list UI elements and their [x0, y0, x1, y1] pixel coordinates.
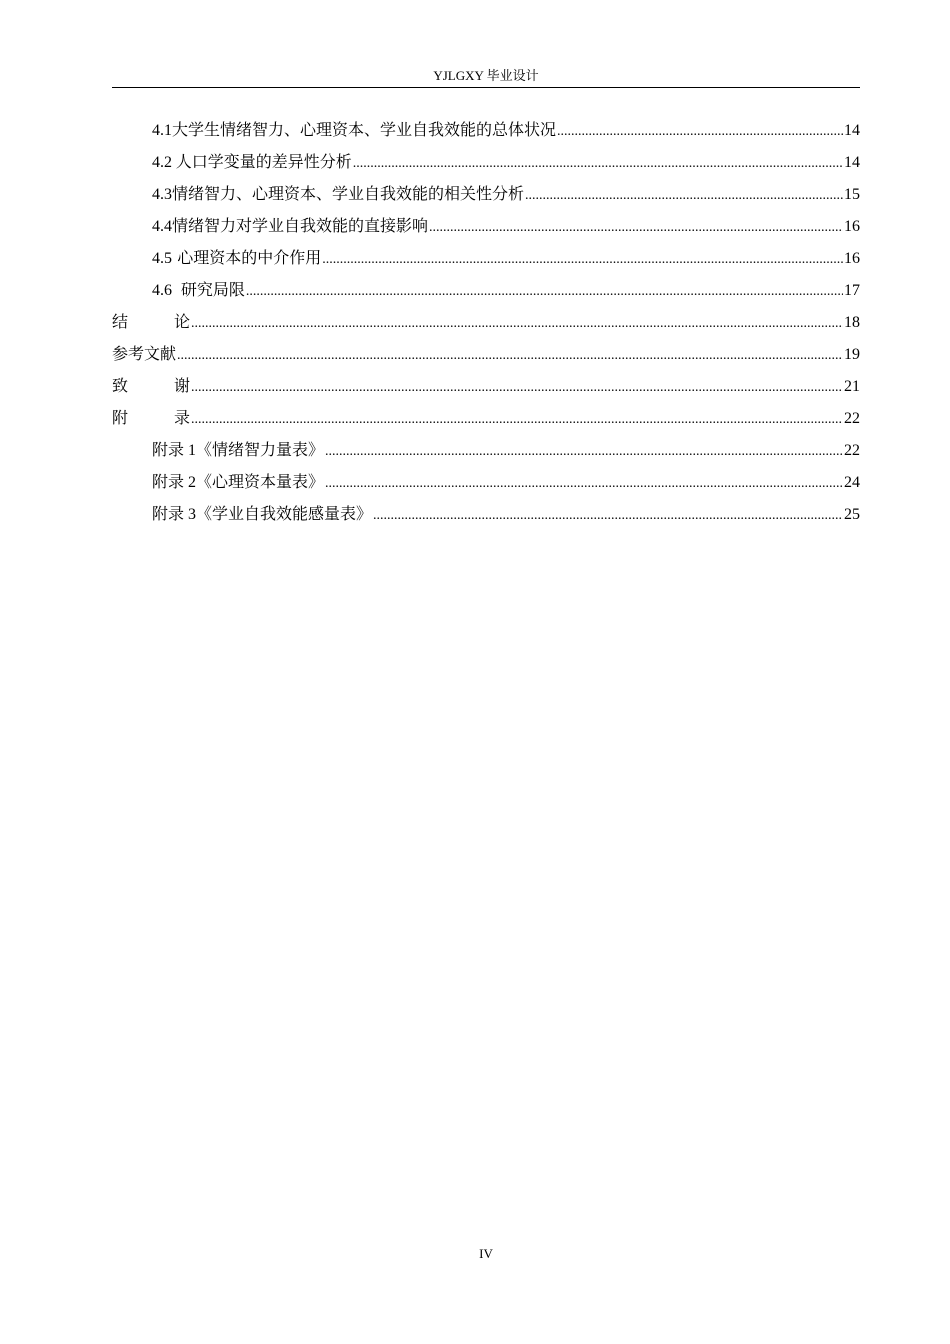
- toc-leader-dots: [373, 501, 843, 530]
- toc-entry-conclusion[interactable]: [112, 309, 860, 341]
- toc-entry-label: 大学生情绪智力、心理资本、学业自我效能的总体状况: [172, 122, 557, 139]
- toc-entry-number: 4.4: [152, 218, 172, 235]
- toc-entry-number: 4.1: [152, 122, 172, 139]
- toc-entry-4-4[interactable]: [112, 213, 860, 245]
- toc-entry-appendix-1[interactable]: [112, 437, 860, 469]
- toc-entry-4-1[interactable]: [112, 117, 860, 149]
- toc-entry-label: 人口学变量的差异性分析: [175, 154, 352, 171]
- toc-leader-dots: [325, 469, 843, 498]
- toc-leader-dots: [191, 373, 843, 402]
- toc-entry-label: 情绪智力对学业自我效能的直接影响: [172, 218, 429, 235]
- toc-entry-4-5[interactable]: [112, 245, 860, 277]
- toc-entry-page: 22: [844, 442, 860, 459]
- page-header: YJLGXY 毕业设计: [433, 68, 539, 83]
- toc-entry-number: 4.2: [152, 154, 172, 171]
- toc-leader-dots: [353, 149, 843, 178]
- toc-entry-page: 16: [844, 250, 860, 267]
- toc-entry-page: 24: [844, 474, 860, 491]
- toc-leader-dots: [322, 245, 843, 274]
- toc-entry-label: 附录 3《学业自我效能感量表》: [152, 506, 373, 523]
- toc-entry-label: 附录: [112, 410, 190, 427]
- toc-entry-label: 参考文献: [112, 346, 177, 363]
- toc-entry-number: 4.5: [152, 250, 172, 267]
- toc-entry-label: 研究局限: [180, 282, 245, 299]
- toc-leader-dots: [191, 309, 843, 338]
- toc-entry-label: 情绪智力、心理资本、学业自我效能的相关性分析: [172, 186, 525, 203]
- toc-entry-appendix-2[interactable]: [112, 469, 860, 501]
- toc-entry-page: 22: [844, 410, 860, 427]
- toc-entry-4-3[interactable]: [112, 181, 860, 213]
- toc-entry-acknowledgements[interactable]: [112, 373, 860, 405]
- toc-entry-label: 致谢: [112, 378, 190, 395]
- toc-leader-dots: [525, 181, 843, 210]
- toc-entry-label: 结论: [112, 314, 190, 331]
- toc-entry-page: 18: [844, 314, 860, 331]
- page-number: IV: [479, 1246, 493, 1261]
- toc-leader-dots: [191, 405, 843, 434]
- toc-entry-references[interactable]: [112, 341, 860, 373]
- toc-entry-label: 附录 2《心理资本量表》: [152, 474, 325, 491]
- table-of-contents: [112, 117, 860, 533]
- toc-leader-dots: [557, 117, 843, 146]
- toc-leader-dots: [429, 213, 843, 242]
- toc-entry-page: 16: [844, 218, 860, 235]
- toc-entry-number: 4.3: [152, 186, 172, 203]
- toc-entry-page: 25: [844, 506, 860, 523]
- toc-entry-label: 附录 1《情绪智力量表》: [152, 442, 325, 459]
- toc-entry-page: 14: [844, 122, 860, 139]
- toc-leader-dots: [246, 277, 843, 306]
- toc-leader-dots: [325, 437, 843, 466]
- toc-entry-number: 4.6: [152, 282, 172, 299]
- toc-entry-appendix[interactable]: [112, 405, 860, 437]
- toc-entry-page: 17: [844, 282, 860, 299]
- toc-entry-page: 21: [844, 378, 860, 395]
- toc-entry-4-6[interactable]: [112, 277, 860, 309]
- toc-entry-label: 心理资本的中介作用: [177, 250, 322, 267]
- toc-entry-page: 15: [844, 186, 860, 203]
- toc-entry-4-2[interactable]: [112, 149, 860, 181]
- toc-entry-page: 19: [844, 346, 860, 363]
- toc-entry-page: 14: [844, 154, 860, 171]
- toc-leader-dots: [177, 341, 843, 370]
- toc-entry-appendix-3[interactable]: [112, 501, 860, 533]
- header-rule: [112, 87, 860, 88]
